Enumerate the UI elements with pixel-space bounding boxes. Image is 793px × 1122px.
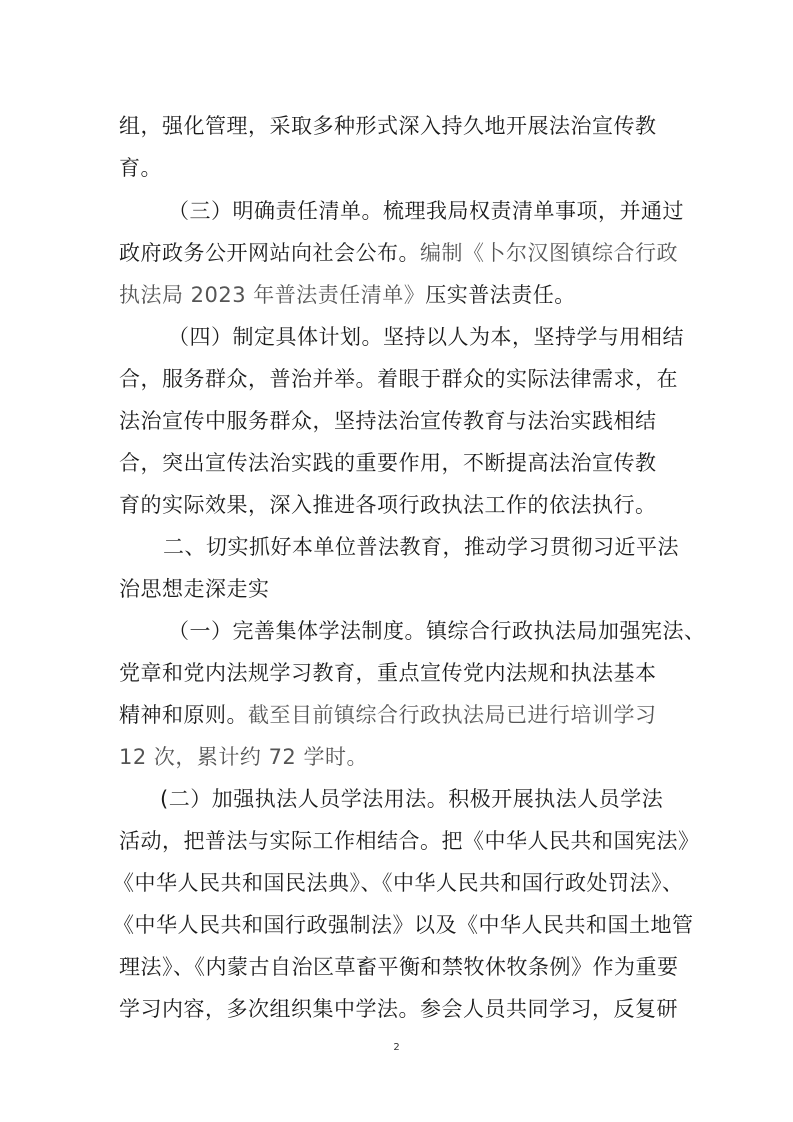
body-line-11: [168, 618, 706, 644]
body-line-4: [119, 240, 678, 266]
body-line-1: [119, 113, 657, 139]
line-text: (二）加强执法人员学法用法。积极开展执法人员学法: [160, 787, 664, 811]
body-line-20: [119, 996, 678, 1022]
body-line-7: [119, 366, 678, 392]
body-line-12: [119, 660, 657, 686]
line-text: 组，强化管理，采取多种形式深入持久地开展法治宣传教: [119, 114, 657, 138]
body-line-5: [119, 282, 576, 308]
line-text: 党章和党内法规学习教育，重点宣传党内法规和执法基本: [119, 661, 657, 685]
body-line-15: [160, 786, 663, 812]
line-text-gray: 编制《卜尔汉图镇综合行政: [420, 241, 678, 265]
line-text: 合，服务群众，普治并举。着眼于群众的实际法律需求，在: [119, 367, 678, 391]
body-line-6: [168, 324, 684, 350]
line-text: 育的实际效果，深入推进各项行政执法工作的依法执行。: [119, 493, 657, 517]
line-text: 精神和原则。: [119, 703, 248, 727]
line-text: 治思想走深走实: [119, 577, 270, 601]
body-line-10: [119, 492, 657, 518]
section-heading-line-1: [163, 534, 679, 560]
line-text: 活动，把普法与实际工作相结合。把《中华人民共和国宪法》: [119, 829, 700, 853]
line-text: 《中华人民共和国行政强制法》以及《中华人民共和国土地管: [113, 913, 694, 937]
line-text: （一）完善集体学法制度。镇综合行政执法局加强宪法、: [168, 619, 706, 643]
line-text-gray: 执法局 2023 年普法责任清单》: [119, 283, 426, 307]
section-heading-line-2: [119, 576, 270, 602]
line-text: （三）明确责任清单。梳理我局权责清单事项，并通过: [168, 199, 684, 223]
line-text: 政府政务公开网站向社会公布。: [119, 241, 420, 265]
line-text: 《中华人民共和国民法典》、《中华人民共和国行政处罚法》、: [113, 871, 684, 895]
line-text: （四）制定具体计划。坚持以人为本，坚持学与用相结: [168, 325, 684, 349]
body-line-17: [113, 870, 684, 896]
line-text: 学习内容，多次组织集中学法。参会人员共同学习，反复研: [119, 997, 678, 1021]
body-line-8: [119, 408, 657, 434]
body-line-3: [168, 198, 684, 224]
line-text: 法治宣传中服务群众，坚持法治宣传教育与法治实践相结: [119, 409, 657, 433]
line-text-gray: 截至目前镇综合行政执法局已进行培训学习: [248, 703, 657, 727]
line-text: 育。: [119, 156, 162, 180]
line-text: 压实普法责任。: [425, 283, 576, 307]
body-line-2: [119, 155, 162, 181]
body-line-9: [119, 450, 657, 476]
line-text: 二、切实抓好本单位普法教育，推动学习贯彻习近平法: [163, 535, 679, 559]
body-line-16: [119, 828, 700, 854]
line-text-gray: 12 次，累计约 72 学时。: [119, 745, 368, 769]
page-number: 2: [393, 1042, 400, 1053]
body-line-19: [119, 954, 679, 980]
line-text: 合，突出宣传法治实践的重要作用，不断提高法治宣传教: [119, 451, 657, 475]
body-line-18: [113, 912, 694, 938]
body-line-14: [119, 744, 368, 770]
line-text: 理法》、《内蒙古自治区草畜平衡和禁牧休牧条例》作为重要: [119, 955, 679, 979]
body-line-13: [119, 702, 657, 728]
